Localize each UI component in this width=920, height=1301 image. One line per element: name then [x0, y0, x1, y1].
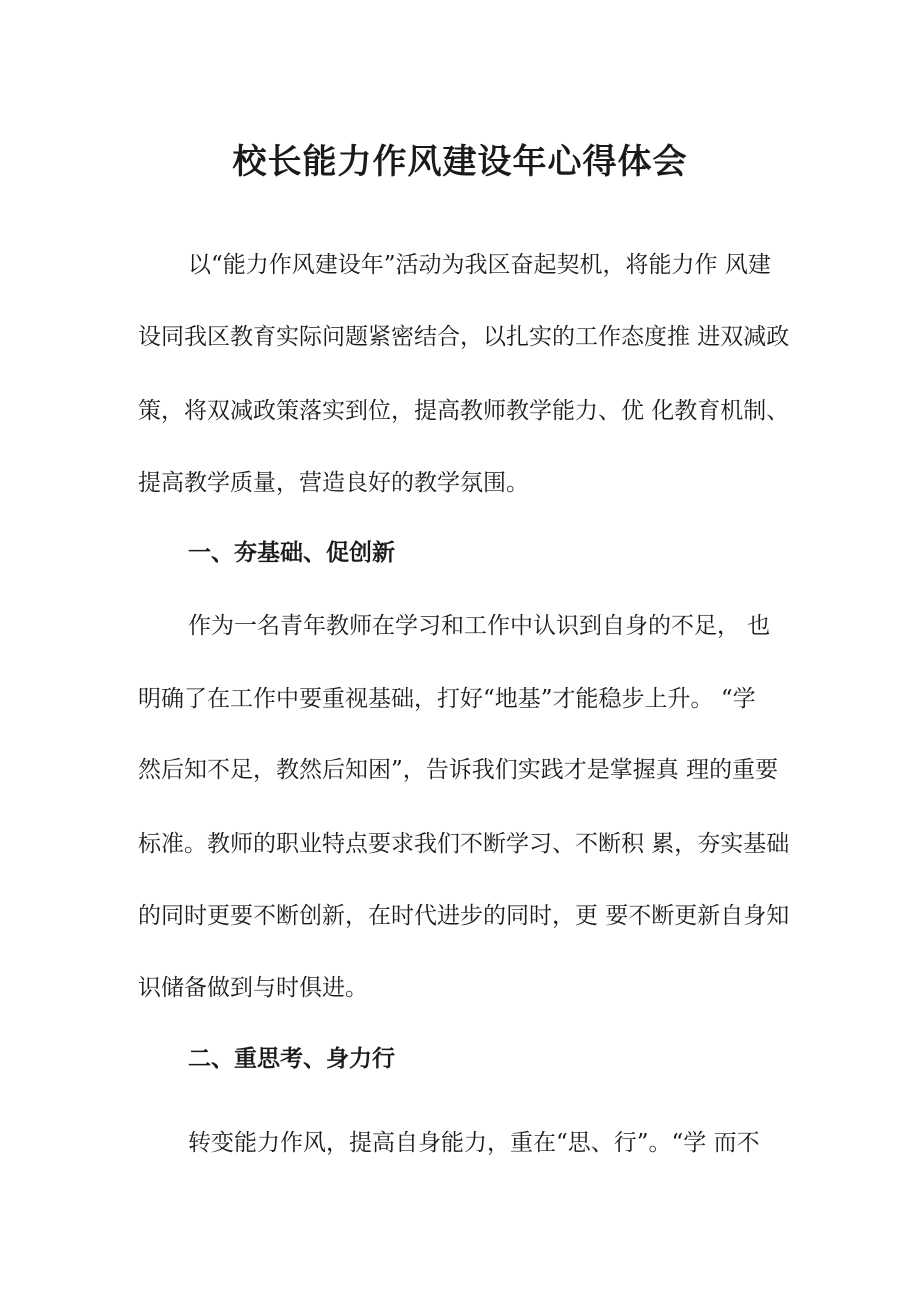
paragraph-line: 然后知不足，教然后知困”，告诉我们实践才是掌握真 理的重要 — [138, 757, 779, 783]
paragraph-line: 以“能力作风建设年”活动为我区奋起契机，将能力作 风建 — [188, 252, 771, 278]
paragraph-line: 识储备做到与时俱进。 — [138, 975, 368, 1001]
paragraph-line: 策，将双减政策落实到位，提高教师教学能力、优 化教育机制、 — [138, 398, 790, 424]
paragraph-line: 转变能力作风，提高自身能力，重在“思、行”。“学 而不 — [188, 1130, 760, 1156]
paragraph-line: 设同我区教育实际问题紧密结合，以扎实的工作态度推 进双减政 — [138, 324, 790, 350]
paragraph-line: 的同时更要不断创新，在时代进步的同时，更 要不断更新自身知 — [138, 903, 790, 929]
paragraph-line: 提高教学质量，营造良好的教学氛围。 — [138, 470, 529, 496]
section-heading-2: 二、重思考、身力行 — [188, 1046, 395, 1072]
section-heading-1: 一、夯基础、促创新 — [188, 540, 395, 566]
paragraph-line: 标准。教师的职业特点要求我们不断学习、不断积 累，夯实基础 — [138, 831, 790, 857]
paragraph-line: 作为一名青年教师在学习和工作中认识到自身的不足， 也 — [188, 613, 771, 639]
paragraph-line: 明确了在工作中要重视基础，打好“地基”才能稳步上升。 “学 — [138, 686, 756, 712]
document-title: 校长能力作风建设年心得体会 — [232, 142, 688, 182]
